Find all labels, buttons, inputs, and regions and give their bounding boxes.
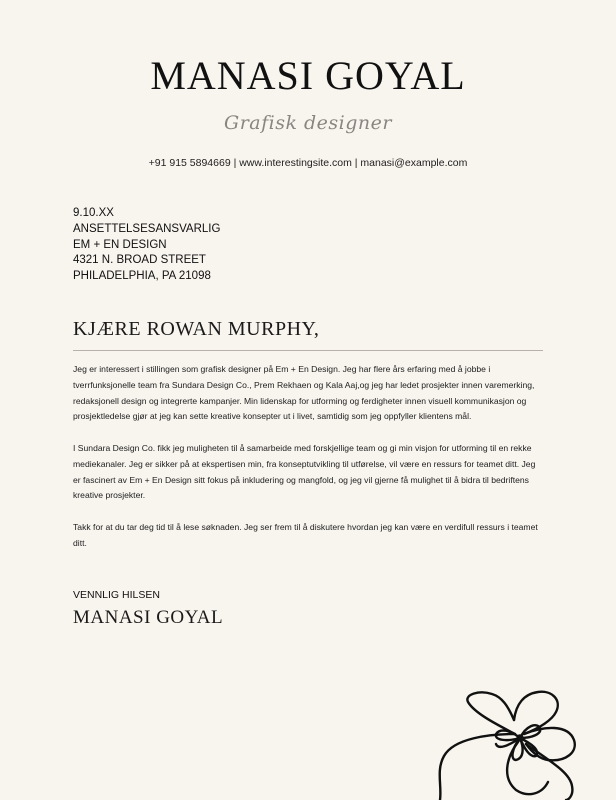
divider	[73, 350, 543, 351]
recipient-title: ANSETTELSESANSVARLIG	[73, 222, 221, 235]
closing-text: VENNLIG HILSEN	[73, 589, 160, 601]
signature-name: MANASI GOYAL	[73, 607, 224, 628]
salutation: KJÆRE ROWAN MURPHY,	[73, 318, 320, 340]
applicant-name: MANASI GOYAL	[150, 53, 466, 98]
body-paragraph: I Sundara Design Co. fikk jeg muligheten til å samarbeide med forskjellige team og gi min visjon for utforming til en rekke mediekanaler. Jeg er sikker på at ekspertisen min, fra konseptutvikling til utførelse, vil være en ressurs for teamet ditt. Jeg er fascinert av Em + En Design sitt fokus på inkludering og mangfold, og jeg vil gjerne få mulighet til å bidra til bedriftens kreative prosjekter.	[73, 442, 536, 501]
body-paragraph: Takk for at du tar deg tid til å lese søknaden. Jeg ser frem til å diskutere hvordan jeg kan være en verdifull ressurs i teamet ditt.	[73, 521, 538, 548]
job-title: Grafisk designer	[224, 112, 392, 134]
letter-date: 9.10.XX	[73, 207, 114, 219]
body-paragraph: Jeg er interessert i stillingen som grafisk designer på Em + En Design. Jeg har flere års erfaring med å jobbe i tverrfunksjonelle team fra Sundara Design Co., Prem Rekhaen og Kala Aaj,og jeg har ledet prosjekter innen varemerking, redaksjonell design og integrerte kampanjer. Min lidenskap for utforming og ferdigheter innen visuell kommunikasjon og prosjektledelse gjør at jeg kan sette kreative konsepter ut i livet, samtidig som jeg oppfyller klientens mål.	[73, 364, 535, 422]
flower-icon	[420, 686, 616, 800]
letter-body	[73, 362, 545, 567]
recipient-street: 4321 N. BROAD STREET	[73, 254, 206, 267]
recipient-block	[73, 206, 220, 285]
recipient-city: PHILADELPHIA, PA 21098	[73, 270, 211, 283]
recipient-company: EM + EN DESIGN	[73, 238, 167, 251]
contact-line: +91 915 5894669 | www.interestingsite.com | manasi@example.com	[148, 157, 468, 169]
